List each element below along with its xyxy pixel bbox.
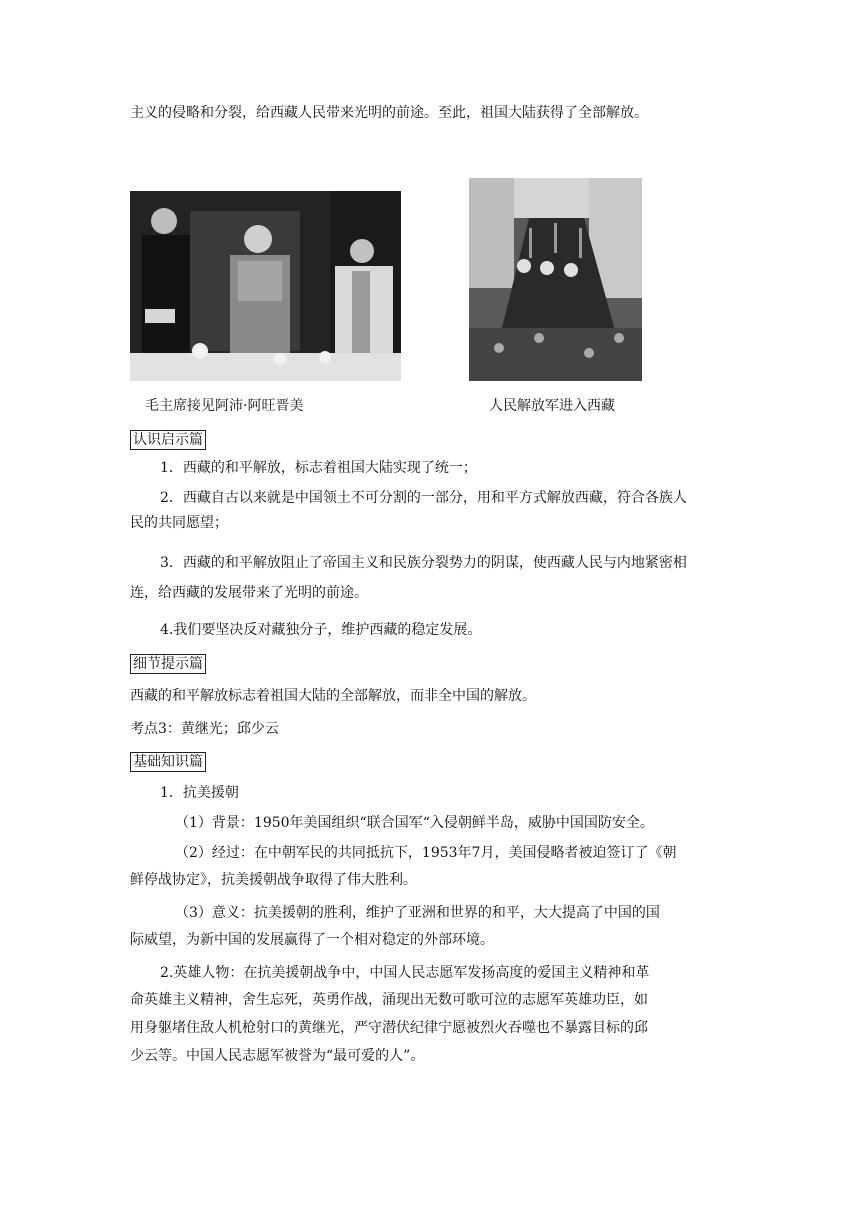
jichu-line-6: 2.英雄人物：在抗美援朝战争中，中国人民志愿军发扬高度的爱国主义精神和革 <box>160 965 650 981</box>
photo-mao-meeting-image <box>130 191 401 381</box>
renshi-item-2-cont: 民的共同愿望； <box>130 515 228 531</box>
section-title-renshi: 认识启示篇 <box>130 430 206 450</box>
photo-mao-meeting <box>130 191 401 381</box>
renshi-item-2: 2．西藏自古以来就是中国领土不可分割的一部分，用和平方式解放西藏，符合各族人 <box>160 490 687 506</box>
photo-pla-tibet-image <box>469 178 642 381</box>
jichu-line-3: 鲜停战协定》，抗美援朝战争取得了伟大胜利。 <box>130 872 417 888</box>
renshi-item-4: 4.我们要坚决反对藏独分子，维护西藏的稳定发展。 <box>160 622 482 638</box>
kaodian-line: 考点3：黄继光；邱少云 <box>130 721 279 737</box>
jichu-line-9: 少云等。中国人民志愿军被誉为“最可爱的人”。 <box>130 1048 425 1064</box>
jichu-line-8: 用身躯堵住敌人机枪射口的黄继光，严守潜伏纪律宁愿被烈火吞噬也不暴露目标的邱 <box>130 1020 648 1036</box>
jichu-line-7: 命英雄主义精神，舍生忘死，英勇作战，涌现出无数可歌可泣的志愿军英雄功臣，如 <box>130 992 648 1008</box>
jichu-line-5: 际威望，为新中国的发展赢得了一个相对稳定的外部环境。 <box>130 932 494 948</box>
jichu-heading: 1．抗美援朝 <box>160 785 239 801</box>
section-title-xijie: 细节提示篇 <box>130 654 206 674</box>
section-title-jichu: 基础知识篇 <box>130 752 206 772</box>
figure-caption-1: 毛主席接见阿沛·阿旺晋美 <box>145 398 304 414</box>
xijie-text: 西藏的和平解放标志着祖国大陆的全部解放，而非全中国的解放。 <box>130 688 536 704</box>
jichu-line-4: （3）意义：抗美援朝的胜利，维护了亚洲和世界的和平，大大提高了中国的国 <box>175 905 660 921</box>
jichu-line-1: （1）背景：1950年美国组织“联合国军“入侵朝鲜半岛，威胁中国国防安全。 <box>175 815 654 831</box>
renshi-item-1: 1．西藏的和平解放，标志着祖国大陆实现了统一； <box>160 460 477 476</box>
figure-caption-2: 人民解放军进入西藏 <box>489 398 615 414</box>
renshi-item-3: 3．西藏的和平解放阻止了帝国主义和民族分裂势力的阴谋，使西藏人民与内地紧密相 <box>160 555 687 571</box>
photo-pla-tibet <box>469 178 642 381</box>
jichu-line-2: （2）经过：在中朝军民的共同抵抗下，1953年7月，美国侵略者被迫签订了《朝 <box>175 845 677 861</box>
renshi-item-3-cont: 连，给西藏的发展带来了光明的前途。 <box>130 585 368 601</box>
intro-line: 主义的侵略和分裂，给西藏人民带来光明的前途。至此，祖国大陆获得了全部解放。 <box>130 105 648 121</box>
